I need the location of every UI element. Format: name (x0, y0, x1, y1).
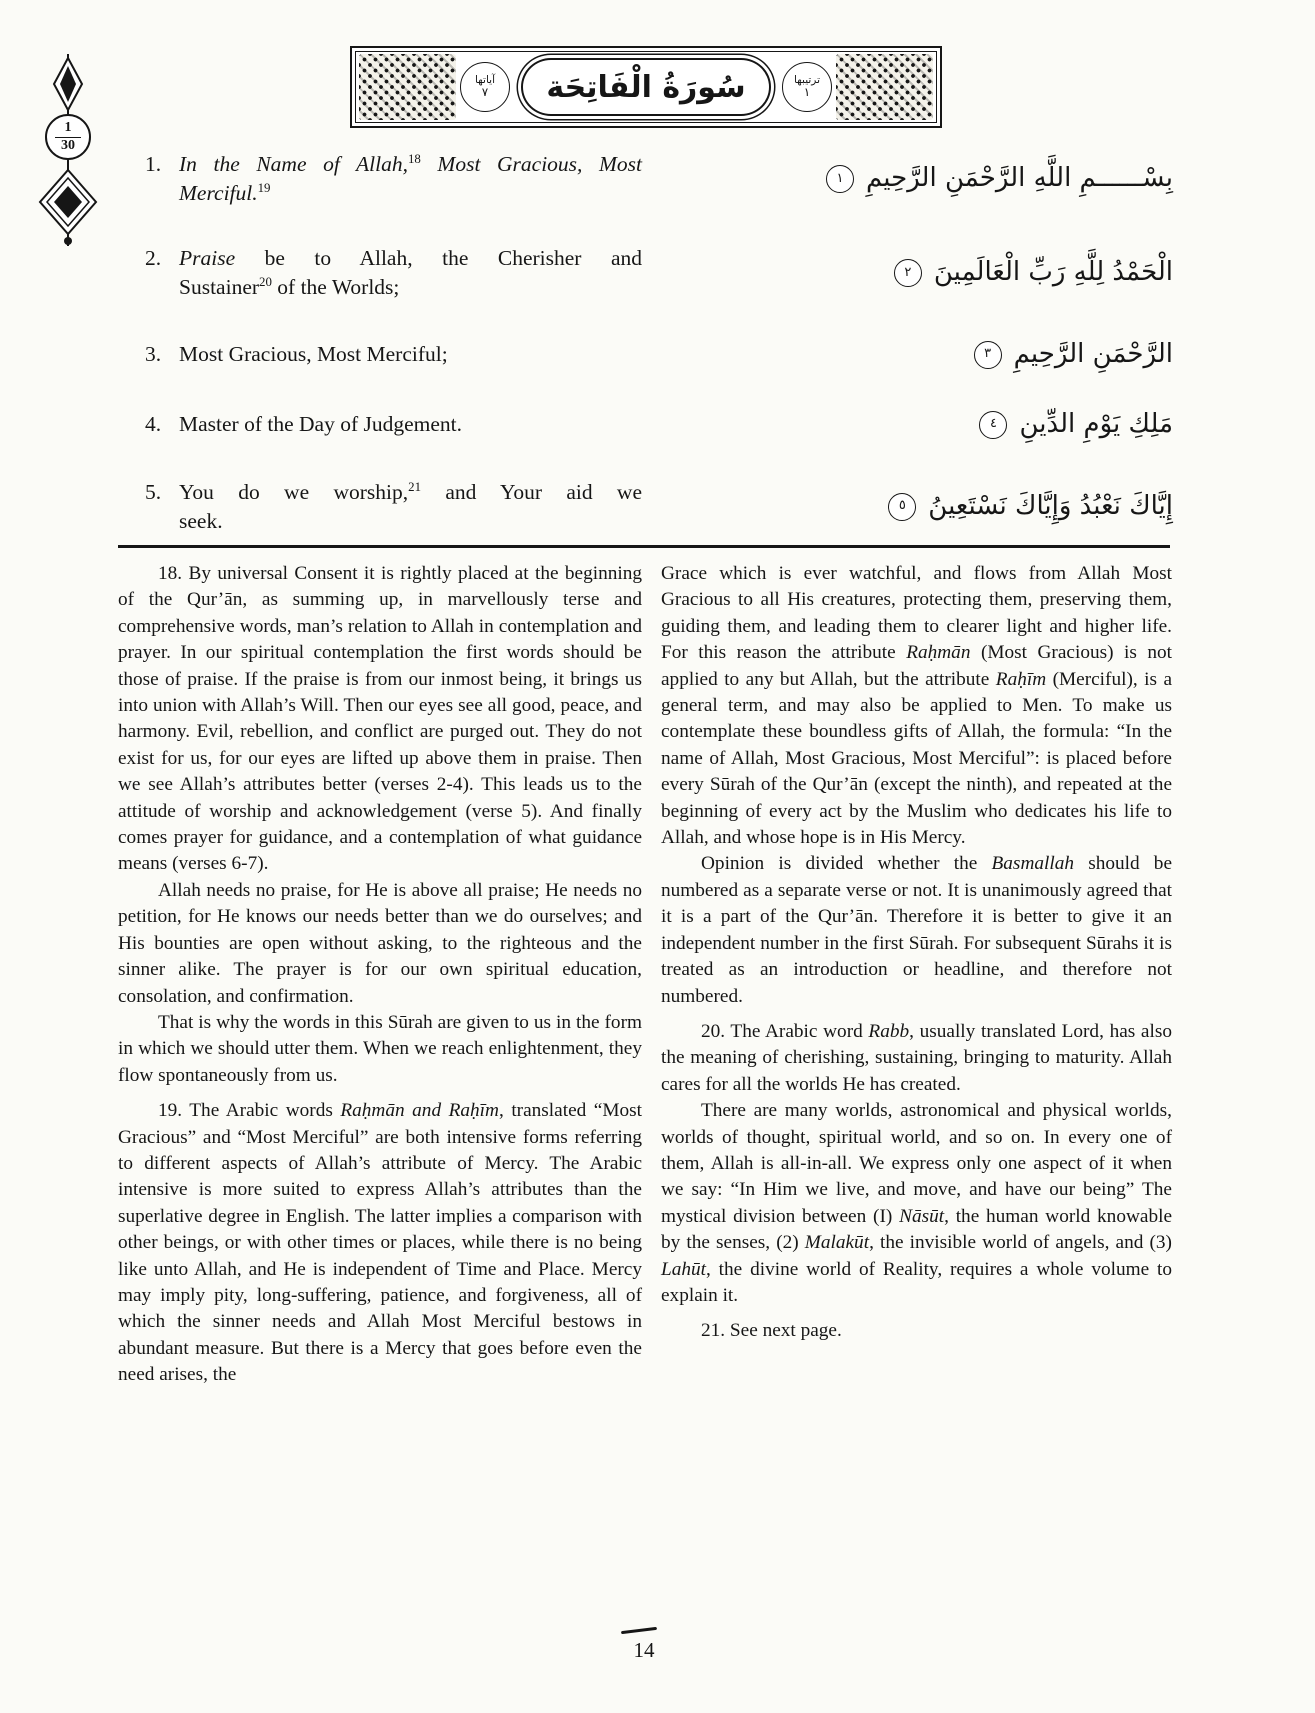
pen-mark (621, 1627, 657, 1634)
verse-2-english-line-1: Praise be to Allah, the Cherisher and (179, 246, 642, 270)
verse-2-arabic (894, 256, 1173, 290)
verse-5-english-line-1: You do we worship,$^{21}$ and Your aid we (179, 479, 642, 504)
verse-3-number: 3. (145, 342, 162, 367)
verse-5-number: 5. (145, 479, 162, 504)
translation-verses-section (145, 150, 1173, 572)
footnote-18-paragraph-2: Allah needs no praise, for He is above all praise; He needs no petition, for He knows our needs better than we do ourselves; and His bounties are open without asking, to the righteous and the sinner alike. The prayer is for our own spiritual education, consolation, and confirmation. (118, 879, 642, 1007)
juz-total-number: 30 (61, 137, 75, 153)
verse-3-arabic (974, 338, 1173, 372)
verse-4-english (145, 410, 642, 439)
verse-1-arabic-text: بِسْــــــمِ اللَّهِ الرَّحْمَنِ الرَّحِيمِ (865, 163, 1173, 194)
juz-number-badge (45, 114, 91, 160)
verse-count-label: آياتها (474, 74, 495, 87)
ayah-end-marker-2: ٢ (894, 259, 922, 287)
verse-4-arabic-text: مَلِكِ يَوْمِ الدِّينِ (1019, 408, 1173, 439)
verse-4-english-line-1: Master of the Day of Judgement. (179, 412, 463, 437)
ayah-end-marker-3: ٣ (974, 341, 1002, 369)
page-number: 14 (633, 1638, 655, 1662)
verse-2-row (145, 244, 1173, 302)
verse-1-number: 1. (145, 152, 162, 176)
verse-1-english-line-1: In the Name of Allah,$^{18}$ Most Gracious, Most (179, 151, 642, 176)
footnotes-right-column (661, 561, 1172, 1345)
footnote-20-paragraph-1: 20. The Arabic word Rabb, usually translated Lord, has also the meaning of cherishing, sustaining, bringing to maturity. Allah cares for all the worlds He has created. (661, 1020, 1172, 1095)
surah-order-medallion (782, 62, 832, 112)
verse-5-row (145, 478, 1173, 536)
arabesque-pattern-left (359, 54, 456, 120)
ayah-end-marker-5: ٥ (888, 493, 916, 521)
ayah-end-marker-1: ١ (826, 165, 854, 193)
verse-2-number: 2. (145, 246, 162, 270)
footnote-21: 21. See next page. (701, 1320, 842, 1342)
juz-marker-ornament (26, 52, 110, 248)
verse-4-arabic (979, 408, 1173, 442)
verse-4-row (145, 408, 1173, 442)
verse-1-english (145, 150, 642, 208)
verse-3-row (145, 338, 1173, 372)
surah-title-banner (350, 46, 942, 128)
surah-title-text: سُورَةُ الْفَاتِحَة (546, 69, 746, 105)
verse-5-arabic (888, 490, 1173, 524)
arabesque-pattern-right (836, 54, 933, 120)
verse-2-english (145, 244, 642, 302)
verse-2-arabic-text: الْحَمْدُ لِلَّهِ رَبِّ الْعَالَمِينَ (933, 257, 1173, 288)
surah-title-cartouche (521, 58, 771, 116)
footnote-18-paragraph-1: 18. By universal Consent it is rightly placed at the beginning of the Qur’ān, as summing up, in marvellously terse and comprehensive words, man’s relation to Allah in contemplation and prayer. In our spiritual contemplation the first words should be those of praise. If the praise is from our inmost being, it brings us into union with Allah’s Will. Then our eyes see all good, peace, and harmony. Evil, rebellion, and conflict are purged out. They do not exist for us, for our eyes are lifted up above them in praise. Then we see Allah’s attributes better (verses 2-4). This leads us to the attitude of worship and acknowledgement (verse 5). And finally comes prayer for guidance, and a contemplation of what guidance means (verses 6-7). (118, 563, 642, 875)
verse-3-english (145, 340, 642, 369)
section-divider-rule (118, 545, 1170, 548)
verse-5-arabic-text: إِيَّاكَ نَعْبُدُ وَإِيَّاكَ نَسْتَعِينُ (928, 490, 1173, 521)
footnote-20-paragraph-2: There are many worlds, astronomical and physical worlds, worlds of thought, spiritual world, and so on. In every one of them, Allah is all-in-all. We express only one aspect of it when we say: “In Him we live, and move, and have our being” The mystical division between (I) Nāsūt, the human world knowable by the senses, (2) Malakūt, the invisible world of angels, and (3) Lahūt, the divine world of Reality, requires a whole volume to explain it. (661, 1100, 1172, 1306)
surah-order-value: ١ (803, 85, 811, 100)
verse-5-english (145, 478, 642, 536)
verse-5-english-line-2: seek. (179, 508, 223, 533)
verse-3-english-line-1: Most Gracious, Most Merciful; (179, 342, 448, 367)
footnotes-left-column (118, 561, 642, 1389)
verse-1-row (145, 150, 1173, 208)
footnote-19-paragraph-3: Opinion is divided whether the Basmallah should be numbered as a separate verse or not. It is unanimously agreed that it is a part of the Qur’ān. Therefore it is better to give it an independent number in the first Sūrah. For subsequent Sūrahs it is treated as an introduction or headline, and therefore not numbered. (661, 853, 1173, 1007)
juz-part-number: 1 (64, 119, 72, 135)
footnote-18-paragraph-3: That is why the words in this Sūrah are given to us in the form in which we should utter them. When we reach enlightenment, they flow spontaneously from us. (118, 1011, 642, 1086)
verse-2-english-line-2: Sustainer$^{20}$ of the Worlds; (179, 274, 400, 299)
footnote-19-paragraph-2: Grace which is ever watchful, and flows from Allah Most Gracious to all His creatures, protecting them, preserving them, guiding them, and leading them to clearer light and higher life. For this reason the attribute Raḥmān (Most Gracious) is not applied to any but Allah, but the attribute Raḥīm (Merciful), is a general term, and may also be applied to Men. To make us contemplate these boundless gifts of Allah, the formula: “In the name of Allah, Most Gracious, Most Merciful”: is placed before every Sūrah of the Qur’ān (except the ninth), and repeated at the beginning of every act by the Muslim who dedicates his life to Allah, and whose hope is in His Mercy. (661, 563, 1173, 849)
banner-inner-frame (355, 51, 937, 123)
verse-4-number: 4. (145, 412, 162, 437)
verse-count-value: ٧ (481, 85, 489, 100)
footnote-19-paragraph-1: 19. The Arabic words Raḥmān and Raḥīm, translated “Most Gracious” and “Most Merciful” are both intensive forms referring to different aspects of Allah’s attribute of Mercy. The Arabic intensive is more suited to express Allah’s attributes than the superlative degree in English. The latter implies a comparison with other beings, or with other times or places, while there is no being like unto Allah, and He is independent of Time and Place. Mercy may imply pity, long-suffering, patience, and forgiveness, all of which the sinner needs and Allah Most Merciful bestows in abundant measure. But there is a Mercy that goes before even the need arises, the (118, 1100, 642, 1386)
verse-1-english-line-2: Merciful.$^{19}$ (179, 180, 271, 205)
surah-order-label: ترتيبها (793, 74, 820, 87)
verse-count-medallion (460, 62, 510, 112)
verse-1-arabic (826, 162, 1173, 196)
ayah-end-marker-4: ٤ (979, 411, 1007, 439)
verse-3-arabic-text: الرَّحْمَنِ الرَّحِيمِ (1013, 339, 1173, 369)
